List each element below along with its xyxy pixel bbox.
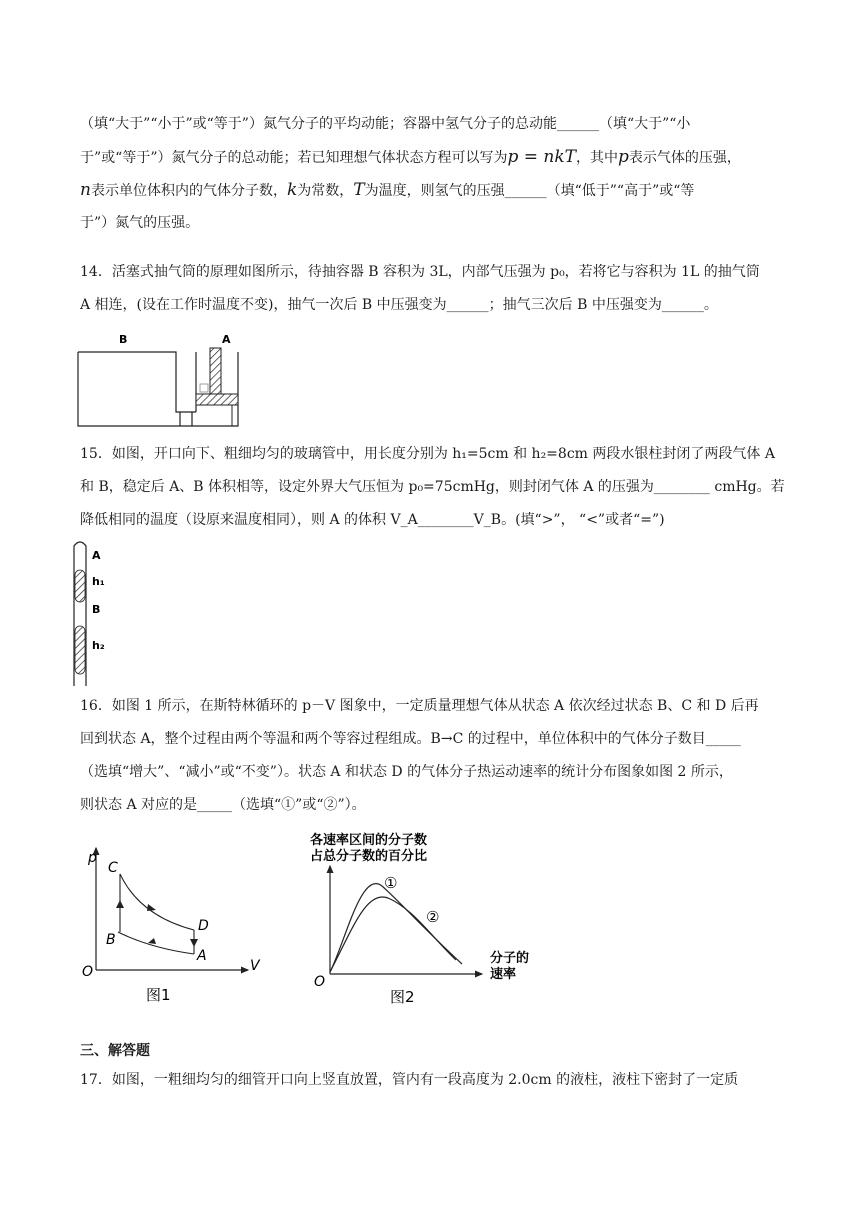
q15-tube-figure <box>70 540 120 686</box>
question-16-text <box>80 690 786 822</box>
q13-line-1: （填“大于”“小于”或“等于”）氮气分子的平均动能；容器中氢气分子的总动能______（填“大于”“小 <box>80 116 691 132</box>
q14-line-2: A 相连，(设在工作时温度不变)，抽气一次后 B 中压强变为______；抽气三次后 B 中压强变为______。 <box>80 297 718 313</box>
question-17-text <box>80 1064 786 1097</box>
q14-label-a: A <box>222 333 231 346</box>
q16-line-4: 则状态 A 对应的是_____（选填“①”或“②”）。 <box>80 797 366 813</box>
q16-fig1-curve-ba <box>118 932 194 954</box>
q16-line-1: 16．如图 1 所示，在斯特林循环的 p－V 图象中，一定质量理想气体从状态 A 依次经过状态 B、C 和 D 后再 <box>80 698 759 714</box>
q16-fig1-point-c: C <box>108 860 118 876</box>
q15-label-b: B <box>92 603 101 616</box>
q13-line-4: 于”）氮气的压强。 <box>80 215 200 231</box>
q16-fig2-curve-1-label: ① <box>384 874 398 892</box>
q16-fig2-origin: O <box>314 974 326 990</box>
q16-fig2-ylabel-2: 占总分子数的百分比 <box>310 849 428 864</box>
q16-fig1-origin: O <box>82 964 94 980</box>
q16-fig1-point-d: D <box>198 918 209 934</box>
q15-line-2: 和 B，稳定后 A、B 体积相等，设定外界大气压恒为 p₀=75cmHg，则封闭气体 A 的压强为________ cmHg。若 <box>80 479 785 495</box>
q16-line-3: （选填“增大”、“减小”或“不变”）。状态 A 和状态 D 的气体分子热运动速率的统计分布图象如图 2 所示， <box>80 764 733 780</box>
q13-line-2: 于”或“等于”）氮气分子的总动能；若已知理想气体状态方程可以写为p = nkT，其中p表示气体的压强， <box>80 147 741 167</box>
q15-line-1: 15．如图，开口向下、粗细均匀的玻璃管中，用长度分别为 h₁=5cm 和 h₂=8cm 两段水银柱封闭了两段气体 A <box>80 446 775 462</box>
section-3-heading: 三、解答题 <box>80 1043 150 1059</box>
q16-fig1-point-a: A <box>197 948 207 964</box>
q16-fig1-axis-v: V <box>250 958 260 974</box>
q16-fig2-xlabel-1: 分子的 <box>490 951 530 966</box>
q14-label-b: B <box>119 333 128 346</box>
q16-fig1-caption: 图1 <box>146 986 171 1004</box>
question-13-text <box>80 108 786 240</box>
q13-line-3: n表示单位体积内的气体分子数，k为常数，T为温度，则氢气的压强______（填“低于”“高于”或“等 <box>80 180 695 200</box>
question-15-text <box>80 438 786 537</box>
q16-fig2-caption: 图2 <box>390 988 415 1006</box>
q16-figure-2-speed-distribution <box>306 830 546 1010</box>
q15-label-h1: h₁ <box>92 575 105 588</box>
q16-fig1-point-b: B <box>106 932 116 948</box>
q16-fig2-curve-1 <box>330 884 462 972</box>
q15-label-a: A <box>92 549 101 562</box>
q16-fig1-curve-cd <box>120 874 194 930</box>
question-14-text <box>80 256 786 322</box>
q16-fig2-curve-2-label: ② <box>426 908 440 926</box>
q16-fig1-axis-p: p <box>88 850 97 866</box>
q15-label-h2: h₂ <box>92 639 105 652</box>
q16-fig2-ylabel-1: 各速率区间的分子数 <box>310 833 428 848</box>
q16-figure-1-pv-diagram <box>76 840 266 1008</box>
q16-fig2-xlabel-2: 速率 <box>490 967 517 982</box>
q16-line-2: 回到状态 A，整个过程由两个等温和两个等容过程组成。B→C 的过程中，单位体积中的气体分子数目_____ <box>80 731 741 747</box>
q15-line-3: 降低相同的温度（设原来温度相同），则 A 的体积 V_A________V_B。(填“>”， “<”或者“=”) <box>80 512 665 528</box>
q14-pump-figure <box>76 330 246 428</box>
q14-line-1: 14．活塞式抽气筒的原理如图所示，待抽容器 B 容积为 3L，内部气压强为 p₀，若将它与容积为 1L 的抽气筒 <box>80 264 760 280</box>
q17-line-1: 17．如图，一粗细均匀的细管开口向上竖直放置，管内有一段高度为 2.0cm 的液柱，液柱下密封了一定质 <box>80 1072 739 1088</box>
